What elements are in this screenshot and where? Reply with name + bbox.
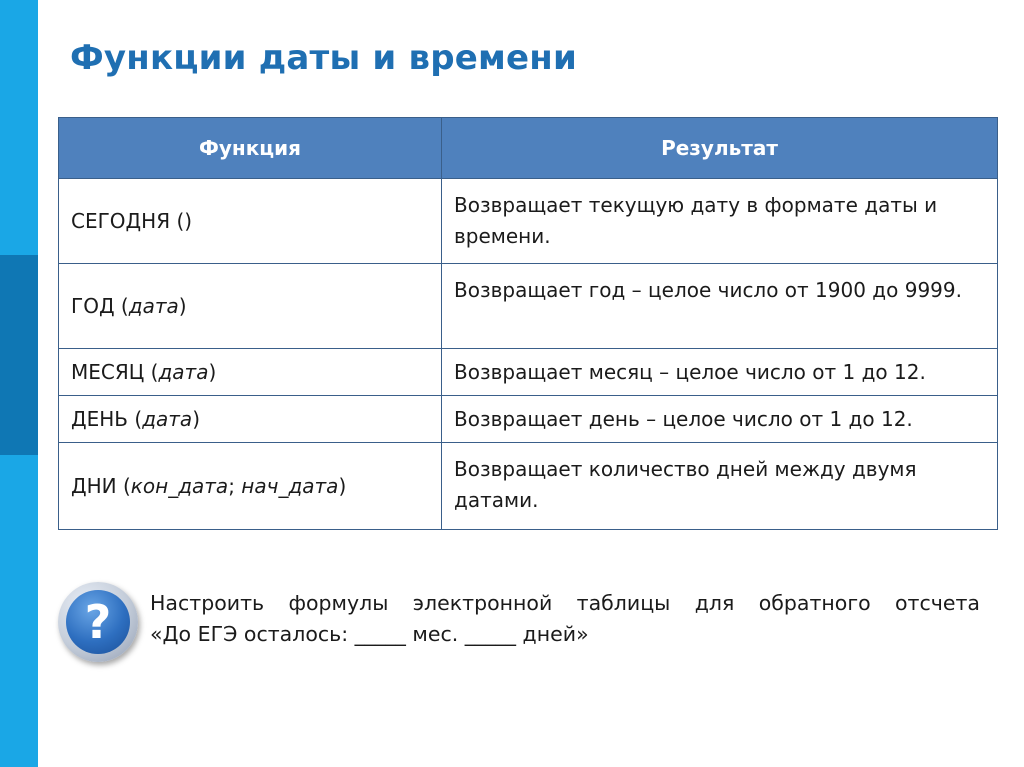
function-cell xyxy=(59,396,442,443)
argument-separator: ; xyxy=(228,473,242,498)
result-cell: Возвращает месяц – целое число от 1 до 12. xyxy=(442,349,998,396)
table-row xyxy=(59,443,998,530)
function-close-paren: ) xyxy=(338,473,347,498)
header-function: Функция xyxy=(59,118,442,179)
table-row xyxy=(59,349,998,396)
question-icon xyxy=(58,582,138,662)
table-header-row xyxy=(59,118,998,179)
function-argument: кон_дата xyxy=(130,473,229,498)
table-row xyxy=(59,179,998,264)
function-cell xyxy=(59,179,442,264)
function-name: ДНИ ( xyxy=(71,473,131,498)
result-cell: Возвращает год – целое число от 1900 до 9999. xyxy=(442,264,998,349)
result-cell: Возвращает текущую дату в формате даты и времени. xyxy=(442,179,998,264)
function-close-paren: ) xyxy=(192,406,200,431)
function-close-paren: ) xyxy=(208,359,217,384)
header-result: Результат xyxy=(442,118,998,179)
function-argument: дата xyxy=(158,359,209,384)
task-text xyxy=(150,588,980,650)
side-accent-bar-dark xyxy=(0,255,38,455)
task-line-2: «До ЕГЭ осталось: _____ мес. _____ дней» xyxy=(150,622,589,646)
function-name: СЕГОДНЯ () xyxy=(71,208,193,233)
result-cell: Возвращает день – целое число от 1 до 12. xyxy=(442,396,998,443)
slide-title: Функции даты и времени xyxy=(70,38,577,78)
functions-table xyxy=(58,117,998,530)
question-mark-glyph: ? xyxy=(66,590,130,654)
function-name: ГОД ( xyxy=(71,293,129,318)
result-cell: Возвращает количество дней между двумя датами. xyxy=(442,443,998,530)
function-cell xyxy=(59,443,442,530)
table-row xyxy=(59,396,998,443)
function-argument: дата xyxy=(142,406,193,431)
function-cell xyxy=(59,264,442,349)
table-row xyxy=(59,264,998,349)
function-cell xyxy=(59,349,442,396)
function-argument-2: нач_дата xyxy=(241,473,339,498)
function-close-paren: ) xyxy=(178,293,187,318)
function-argument: дата xyxy=(128,293,179,318)
function-name: ДЕНЬ ( xyxy=(71,406,143,431)
task-line-1: Настроить формулы электронной таблицы для обратного отсчета xyxy=(150,591,980,615)
function-name: МЕСЯЦ ( xyxy=(71,359,159,384)
